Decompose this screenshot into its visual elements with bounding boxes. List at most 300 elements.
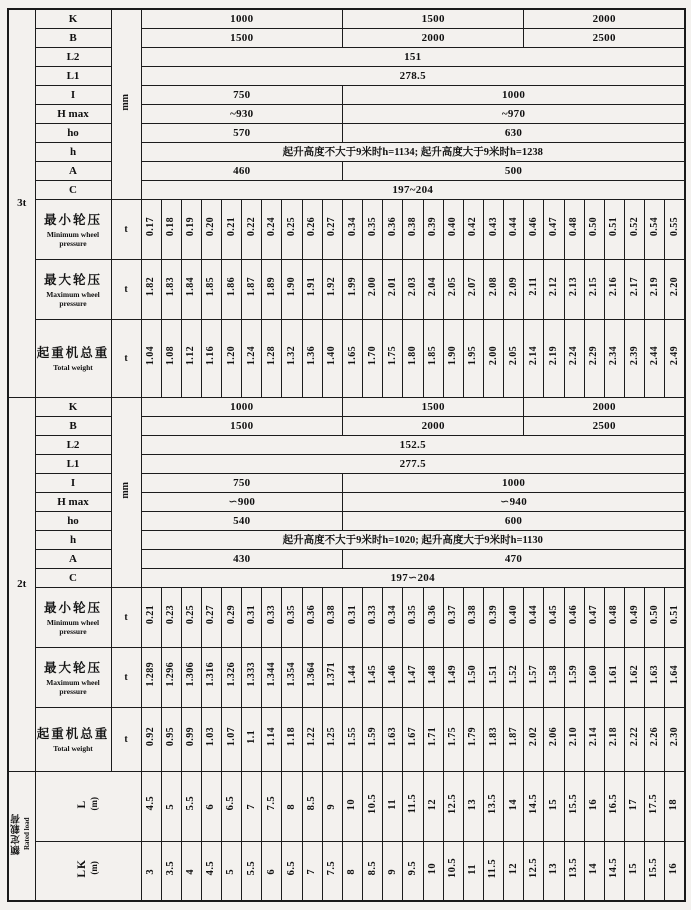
value-cell: [222, 259, 242, 319]
value-cell: [161, 259, 181, 319]
value-text: 0.40: [447, 216, 459, 237]
span-value-cell: [665, 771, 685, 841]
value-cell: [484, 647, 504, 707]
span-value-cell: [443, 841, 463, 901]
span-value-cell: [604, 841, 624, 901]
value-cell: [443, 259, 463, 319]
value-cell: [665, 587, 685, 647]
value-cell: [504, 587, 524, 647]
span-value-cell: [201, 841, 221, 901]
value-cell: [141, 647, 161, 707]
value-cell: [383, 319, 403, 397]
span-value-text: 15: [628, 863, 640, 875]
span-value-cell: [504, 841, 524, 901]
value-cell: [322, 647, 342, 707]
value-cell: [443, 587, 463, 647]
value-cell: [383, 647, 403, 707]
value-text: 1.99: [346, 276, 358, 297]
value-text: 2.08: [487, 276, 499, 297]
value-text: 0.49: [628, 604, 640, 625]
value-text: 0.35: [366, 216, 378, 237]
span-value-cell: [302, 771, 322, 841]
dim-value: 470: [343, 549, 685, 568]
dim-value: 630: [343, 123, 685, 142]
span-value-text: 12: [507, 863, 519, 875]
value-cell: [463, 199, 483, 259]
value-text: 1.52: [507, 664, 519, 685]
value-cell: [242, 259, 262, 319]
value-text: 0.18: [165, 216, 177, 237]
value-cell: [544, 199, 564, 259]
value-cell: [141, 259, 161, 319]
value-cell: [201, 647, 221, 707]
unit-mm-cell: [111, 397, 141, 587]
value-cell: [322, 199, 342, 259]
value-text: 1.371: [326, 662, 338, 687]
value-text: 1.48: [427, 664, 439, 685]
span-value-text: 13: [547, 863, 559, 875]
value-cell: [584, 587, 604, 647]
data-row-label: [35, 199, 111, 259]
value-text: 2.17: [628, 276, 640, 297]
value-cell: [564, 707, 584, 771]
value-text: 1.04: [145, 345, 157, 366]
value-cell: [282, 319, 302, 397]
value-text: 1.306: [185, 662, 197, 687]
value-text: 1.92: [326, 276, 338, 297]
span-value-cell: [524, 771, 544, 841]
span-value-text: 16.5: [608, 793, 620, 814]
value-text: 2.00: [366, 276, 378, 297]
value-text: 0.46: [568, 604, 580, 625]
value-cell: [423, 587, 443, 647]
data-row-label: [35, 587, 111, 647]
value-text: 0.22: [245, 216, 257, 237]
value-text: 0.50: [648, 604, 660, 625]
value-cell: [282, 587, 302, 647]
rated-load-group-label: [8, 771, 35, 901]
dim-value: 430: [141, 549, 343, 568]
rated-load-cn: 额定载荷: [12, 813, 23, 856]
value-cell: [443, 647, 463, 707]
span-value-text: 11.5: [406, 793, 418, 814]
value-cell: [645, 587, 665, 647]
lifting-height-note: 起升高度不大于9米时h=1020; 起升高度大于9米时h=1130: [141, 530, 685, 549]
dim-row-label: L1: [35, 66, 111, 85]
value-text: 1.59: [568, 664, 580, 685]
dim-row-label: B: [35, 416, 111, 435]
span-value-cell: [343, 841, 363, 901]
value-text: 1.18: [286, 726, 298, 747]
data-row-label-cn: 最大轮压: [43, 272, 102, 287]
value-text: 1.91: [306, 276, 318, 297]
value-text: 2.49: [668, 345, 680, 366]
value-cell: [242, 647, 262, 707]
span-value-text: 7.5: [265, 796, 277, 811]
value-text: 2.14: [588, 726, 600, 747]
dim-value: 750: [141, 85, 343, 104]
unit-t-cell: t: [111, 707, 141, 771]
value-text: 2.26: [648, 726, 660, 747]
span-value-cell: [544, 841, 564, 901]
value-text: 2.19: [548, 345, 560, 366]
value-cell: [564, 259, 584, 319]
value-cell: [423, 647, 443, 707]
dim-value: 500: [343, 161, 685, 180]
crane-spec-table: [7, 8, 686, 902]
value-text: 1.50: [467, 664, 479, 685]
span-unit: (m): [89, 861, 100, 875]
value-cell: [665, 319, 685, 397]
value-text: 2.24: [568, 345, 580, 366]
value-cell: [544, 319, 564, 397]
value-cell: [282, 199, 302, 259]
span-value-text: 14.5: [527, 793, 539, 814]
dim-value: ~930: [141, 104, 343, 123]
span-value-text: 4.5: [205, 861, 217, 876]
value-cell: [504, 707, 524, 771]
value-text: 1.12: [185, 345, 197, 366]
value-cell: [181, 199, 201, 259]
value-cell: [181, 707, 201, 771]
dim-value: 278.5: [141, 66, 685, 85]
span-value-text: 14.5: [608, 858, 620, 879]
value-cell: [564, 319, 584, 397]
span-value-text: 7.5: [326, 861, 338, 876]
value-text: 0.38: [407, 216, 419, 237]
value-cell: [302, 587, 322, 647]
data-row-label-en: Minimum wheel pressure: [46, 229, 100, 248]
value-cell: [222, 319, 242, 397]
value-text: 2.10: [568, 726, 580, 747]
span-value-cell: [443, 771, 463, 841]
value-cell: [403, 199, 423, 259]
dim-value: 2000: [343, 416, 524, 435]
data-row-label-en: Maximum wheel pressure: [46, 289, 100, 308]
value-text: 1.296: [165, 662, 177, 687]
value-text: 1.07: [225, 726, 237, 747]
value-text: 1.89: [265, 276, 277, 297]
value-cell: [403, 319, 423, 397]
unit-t-cell: t: [111, 259, 141, 319]
value-cell: [141, 587, 161, 647]
value-text: 0.17: [145, 216, 157, 237]
span-value-text: 10: [426, 863, 438, 875]
data-row-label-cn: 最大轮压: [43, 660, 102, 675]
dim-value: 1000: [343, 85, 685, 104]
span-value-cell: [383, 841, 403, 901]
dim-row-label: I: [35, 85, 111, 104]
dim-value: 600: [343, 511, 685, 530]
value-text: 1.61: [608, 664, 620, 685]
value-text: 1.316: [205, 662, 217, 687]
value-text: 0.34: [386, 604, 398, 625]
dim-row-label: H max: [35, 492, 111, 511]
value-text: 0.51: [668, 604, 680, 625]
data-row-label: [35, 259, 111, 319]
value-cell: [262, 647, 282, 707]
span-value-cell: [242, 841, 262, 901]
dim-value: 1500: [141, 416, 343, 435]
value-text: 1.59: [366, 726, 378, 747]
span-value-text: 6.5: [225, 796, 237, 811]
dim-row-label: h: [35, 530, 111, 549]
value-cell: [222, 707, 242, 771]
value-cell: [463, 587, 483, 647]
value-text: 0.35: [407, 604, 419, 625]
value-cell: [504, 259, 524, 319]
value-cell: [141, 199, 161, 259]
span-value-cell: [584, 771, 604, 841]
value-cell: [363, 259, 383, 319]
value-cell: [524, 707, 544, 771]
value-cell: [161, 587, 181, 647]
span-unit: (m): [89, 796, 100, 811]
value-cell: [161, 319, 181, 397]
span-value-cell: [222, 771, 242, 841]
value-cell: [403, 259, 423, 319]
dim-value: 1500: [141, 28, 343, 47]
value-text: 1.326: [225, 662, 237, 687]
value-text: 0.26: [306, 216, 318, 237]
value-text: 0.27: [326, 216, 338, 237]
value-text: 1.63: [648, 664, 660, 685]
value-text: 0.39: [427, 216, 439, 237]
value-text: 1.70: [366, 345, 378, 366]
value-text: 1.71: [427, 726, 439, 747]
span-value-cell: [564, 771, 584, 841]
span-value-text: 15: [547, 798, 559, 810]
span-value-text: 15.5: [567, 793, 579, 814]
span-value-cell: [343, 771, 363, 841]
data-row-label-cn: 起重机总重: [36, 346, 110, 361]
span-value-cell: [504, 771, 524, 841]
data-row-label-en: Total weight: [53, 363, 93, 373]
span-value-cell: [564, 841, 584, 901]
value-text: 0.38: [467, 604, 479, 625]
data-row-label: [35, 319, 111, 397]
dim-row-label: ho: [35, 123, 111, 142]
value-text: 2.39: [628, 345, 640, 366]
value-cell: [484, 259, 504, 319]
span-value-text: 12.5: [447, 793, 459, 814]
value-cell: [625, 259, 645, 319]
value-text: 1.85: [205, 276, 217, 297]
value-text: 1.90: [447, 345, 459, 366]
value-cell: [322, 587, 342, 647]
value-text: 0.36: [427, 604, 439, 625]
span-value-cell: [645, 841, 665, 901]
value-text: 2.12: [548, 276, 560, 297]
span-value-cell: [161, 841, 181, 901]
span-value-cell: [181, 841, 201, 901]
dim-value: 197~204: [141, 180, 685, 199]
value-cell: [604, 707, 624, 771]
value-cell: [383, 199, 403, 259]
dim-row-label: L1: [35, 454, 111, 473]
value-cell: [363, 647, 383, 707]
value-cell: [343, 319, 363, 397]
span-value-cell: [544, 771, 564, 841]
value-cell: [343, 587, 363, 647]
value-cell: [524, 647, 544, 707]
span-value-cell: [463, 841, 483, 901]
value-cell: [564, 587, 584, 647]
span-value-text: 8.5: [305, 796, 317, 811]
value-cell: [242, 319, 262, 397]
dim-row-label: H max: [35, 104, 111, 123]
span-value-cell: [423, 841, 443, 901]
value-cell: [282, 259, 302, 319]
dim-value: 277.5: [141, 454, 685, 473]
value-text: 1.28: [265, 345, 277, 366]
unit-t-cell: t: [111, 199, 141, 259]
data-row-label-cn: 最小轮压: [43, 212, 102, 227]
rated-load-text: [12, 813, 31, 855]
dim-row-label: A: [35, 161, 111, 180]
rated-load-en: Rated load: [23, 818, 32, 851]
data-row-label: [35, 707, 111, 771]
value-cell: [201, 199, 221, 259]
dim-value: 1000: [343, 473, 685, 492]
data-row-label-en: Total weight: [53, 744, 93, 754]
value-text: 1.87: [245, 276, 257, 297]
span-value-text: 16: [588, 798, 600, 810]
value-text: 2.22: [628, 726, 640, 747]
value-text: 1.344: [265, 662, 277, 687]
value-cell: [141, 707, 161, 771]
value-text: 0.33: [265, 604, 277, 625]
value-text: 1.51: [487, 664, 499, 685]
value-cell: [201, 587, 221, 647]
value-text: 0.39: [487, 604, 499, 625]
value-text: 1.90: [286, 276, 298, 297]
span-value-cell: [645, 771, 665, 841]
span-value-text: 16: [668, 863, 680, 875]
value-cell: [383, 707, 403, 771]
value-cell: [423, 259, 443, 319]
value-text: 2.05: [507, 345, 519, 366]
value-cell: [463, 707, 483, 771]
value-text: 0.40: [507, 604, 519, 625]
value-text: 1.24: [245, 345, 257, 366]
data-row-label-cn: 最小轮压: [43, 600, 102, 615]
value-text: 1.289: [145, 662, 157, 687]
value-cell: [463, 647, 483, 707]
value-cell: [403, 647, 423, 707]
span-value-cell: [322, 771, 342, 841]
value-text: 1.85: [427, 345, 439, 366]
value-text: 0.25: [185, 604, 197, 625]
value-cell: [181, 319, 201, 397]
value-cell: [181, 259, 201, 319]
value-text: 1.87: [507, 726, 519, 747]
dim-row-label: B: [35, 28, 111, 47]
value-cell: [484, 199, 504, 259]
value-text: 0.47: [588, 604, 600, 625]
span-row-label: [35, 841, 141, 901]
value-cell: [242, 707, 262, 771]
span-value-text: 8.5: [366, 861, 378, 876]
value-text: 1.20: [225, 345, 237, 366]
value-text: 0.35: [286, 604, 298, 625]
unit-mm-cell: [111, 9, 141, 199]
value-cell: [161, 707, 181, 771]
span-value-cell: [201, 771, 221, 841]
value-text: 1.84: [185, 276, 197, 297]
value-text: 0.54: [648, 216, 660, 237]
value-cell: [584, 319, 604, 397]
value-cell: [161, 647, 181, 707]
value-cell: [584, 707, 604, 771]
value-cell: [222, 587, 242, 647]
value-cell: [544, 707, 564, 771]
value-text: 1.16: [205, 345, 217, 366]
value-cell: [604, 587, 624, 647]
value-text: 1.1: [245, 729, 257, 744]
span-value-cell: [141, 771, 161, 841]
value-cell: [524, 319, 544, 397]
value-cell: [282, 647, 302, 707]
value-text: 2.02: [527, 726, 539, 747]
value-cell: [343, 259, 363, 319]
value-cell: [484, 587, 504, 647]
value-cell: [383, 259, 403, 319]
value-text: 1.82: [145, 276, 157, 297]
value-cell: [463, 259, 483, 319]
dim-value: ∽900: [141, 492, 343, 511]
value-cell: [322, 319, 342, 397]
value-text: 1.75: [447, 726, 459, 747]
value-cell: [322, 259, 342, 319]
value-text: 1.364: [306, 662, 318, 687]
unit-t-cell: t: [111, 319, 141, 397]
span-value-text: 5.5: [185, 796, 197, 811]
span-value-cell: [484, 771, 504, 841]
value-cell: [302, 647, 322, 707]
dim-value: 2000: [343, 28, 524, 47]
value-text: 0.27: [205, 604, 217, 625]
value-cell: [645, 319, 665, 397]
dim-value: 2500: [524, 416, 685, 435]
unit-t-cell: t: [111, 587, 141, 647]
value-cell: [302, 259, 322, 319]
value-text: 2.44: [648, 345, 660, 366]
span-value-text: 18: [668, 798, 680, 810]
data-row-label-en: Maximum wheel pressure: [46, 677, 100, 696]
value-cell: [524, 587, 544, 647]
value-text: 2.01: [386, 276, 398, 297]
span-value-cell: [423, 771, 443, 841]
value-text: 1.58: [548, 664, 560, 685]
value-cell: [504, 647, 524, 707]
span-value-text: 4: [185, 869, 197, 875]
value-cell: [181, 587, 201, 647]
value-text: 0.48: [608, 604, 620, 625]
span-value-text: 10.5: [447, 858, 459, 879]
dim-value: 1000: [141, 397, 343, 416]
value-cell: [665, 707, 685, 771]
span-value-text: 9.5: [406, 861, 418, 876]
span-value-text: 12.5: [527, 858, 539, 879]
dim-value: 460: [141, 161, 343, 180]
value-cell: [363, 319, 383, 397]
value-cell: [544, 587, 564, 647]
value-text: 1.32: [286, 345, 298, 366]
span-value-cell: [262, 771, 282, 841]
value-text: 1.75: [386, 345, 398, 366]
value-cell: [262, 199, 282, 259]
